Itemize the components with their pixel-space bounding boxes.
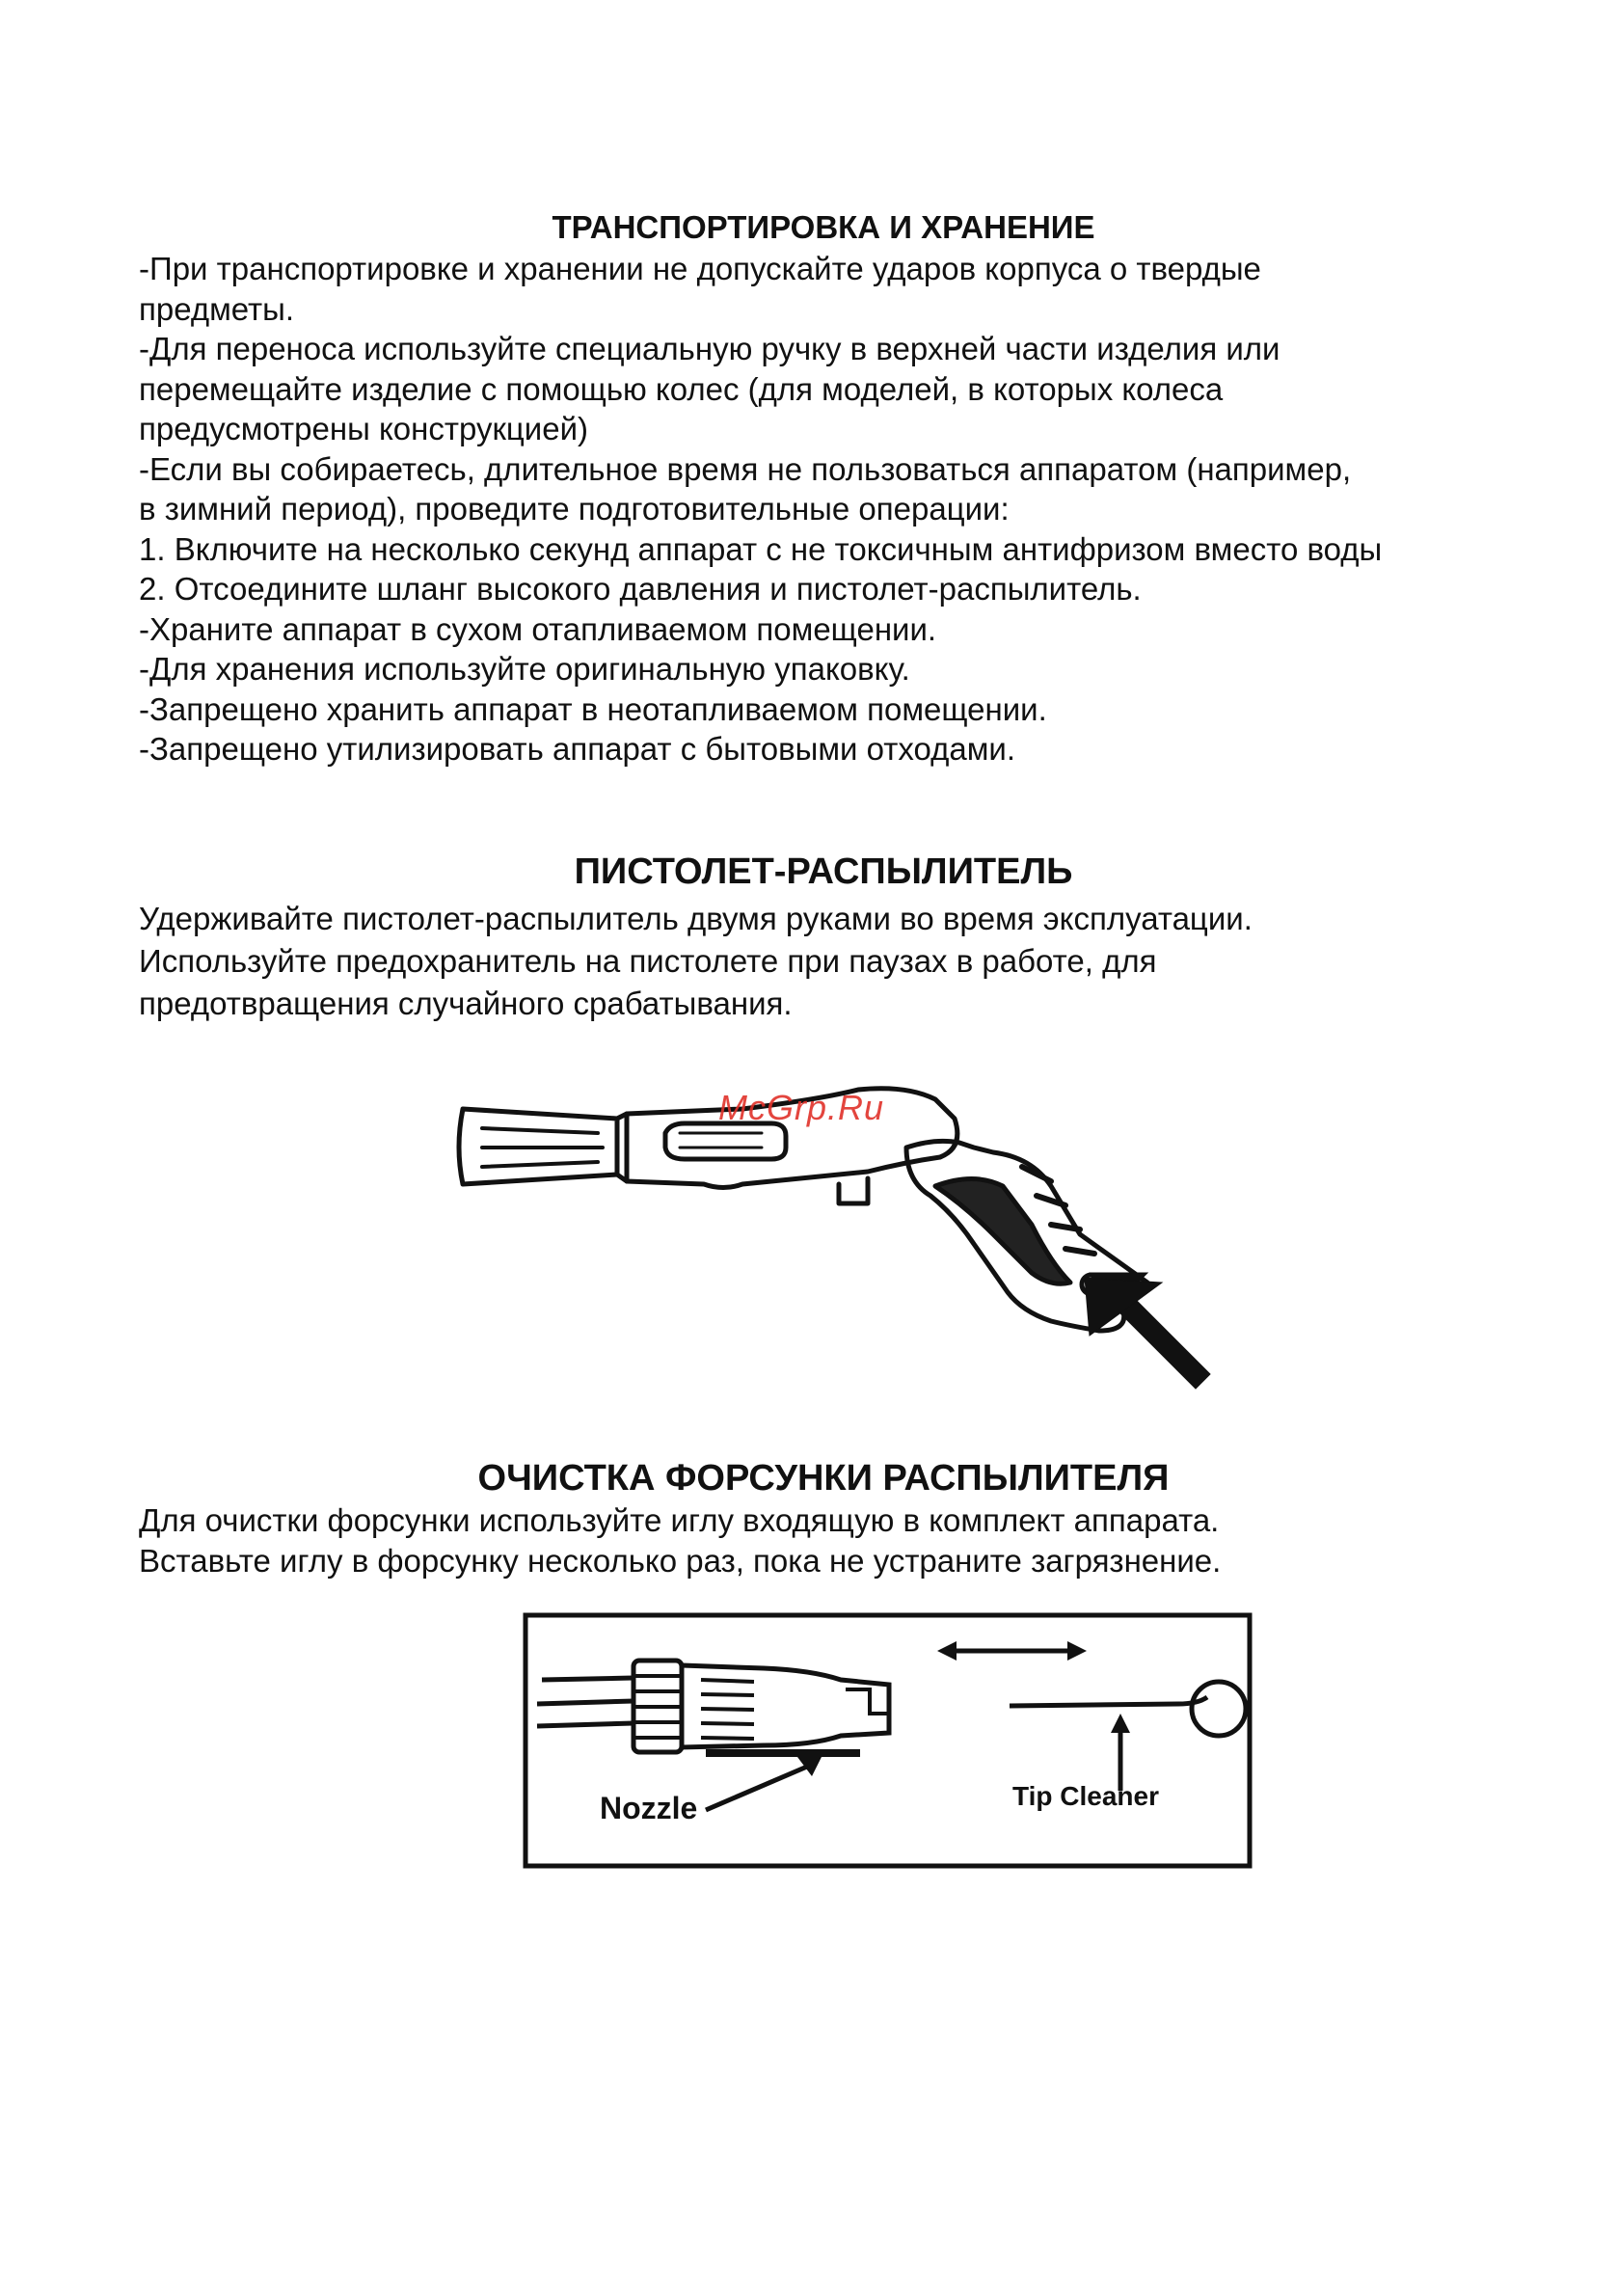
paragraph-line: Для очистки форсунки используйте иглу входящую в комплект аппарата. xyxy=(139,1502,1220,1538)
paragraph-line: предусмотрены конструкцией) xyxy=(139,411,589,446)
paragraph-line: Удерживайте пистолет-распылитель двумя руками во время эксплуатации. xyxy=(139,901,1253,936)
section-transport-body xyxy=(139,249,1508,770)
paragraph-line: -Для переноса используйте специальную ручку в верхней части изделия или xyxy=(139,331,1280,366)
watermark: McGrp.Ru xyxy=(718,1088,885,1127)
paragraph-line: -Запрещено хранить аппарат в неотапливаемом помещении. xyxy=(139,690,1047,727)
paragraph-line: 1. Включите на несколько секунд аппарат с не токсичным антифризом вместо воды xyxy=(139,530,1383,567)
section-title-transport: ТРАНСПОРТИРОВКА И ХРАНЕНИЕ xyxy=(552,209,1095,245)
paragraph-line: предметы. xyxy=(139,290,295,327)
paragraph-line: -При транспортировке и хранении не допускайте ударов корпуса о твердые xyxy=(139,251,1261,286)
section-nozzle-body xyxy=(139,1500,1508,1581)
nozzle-label: Nozzle xyxy=(600,1791,698,1825)
paragraph-line: -Для хранения используйте оригинальную упаковку. xyxy=(139,651,910,687)
paragraph-line: предотвращения случайного срабатывания. xyxy=(139,986,793,1021)
paragraph-line: Вставьте иглу в форсунку несколько раз, пока не устраните загрязнение. xyxy=(139,1543,1222,1579)
paragraph-line: Используйте предохранитель на пистолете при паузах в работе, для xyxy=(139,943,1157,979)
section-gun xyxy=(139,847,1508,897)
section-gun-body xyxy=(139,898,1508,1025)
tip-cleaner-label: Tip Cleaner xyxy=(1012,1781,1159,1811)
section-transport xyxy=(139,206,1508,249)
section-title-nozzle: ОЧИСТКА ФОРСУНКИ РАСПЫЛИТЕЛЯ xyxy=(477,1458,1170,1499)
paragraph-line: -Храните аппарат в сухом отапливаемом помещении. xyxy=(139,610,937,647)
spray-gun-illustration xyxy=(453,1080,1282,1427)
section-title-gun: ПИСТОЛЕТ-РАСПЫЛИТЕЛЬ xyxy=(574,851,1073,892)
paragraph-line: перемещайте изделие с помощью колес (для моделей, в которых колеса xyxy=(139,370,1224,407)
paragraph-line: в зимний период), проведите подготовительные операции: xyxy=(139,491,1010,527)
section-nozzle xyxy=(139,1453,1508,1503)
paragraph-line: 2. Отсоедините шланг высокого давления и пистолет-распылитель. xyxy=(139,571,1142,607)
paragraph-line: -Запрещено утилизировать аппарат с бытовыми отходами. xyxy=(139,731,1016,767)
paragraph-line: -Если вы собираетесь, длительное время не пользоваться аппаратом (например, xyxy=(139,450,1352,487)
nozzle-cleaning-figure xyxy=(523,1612,1253,1869)
